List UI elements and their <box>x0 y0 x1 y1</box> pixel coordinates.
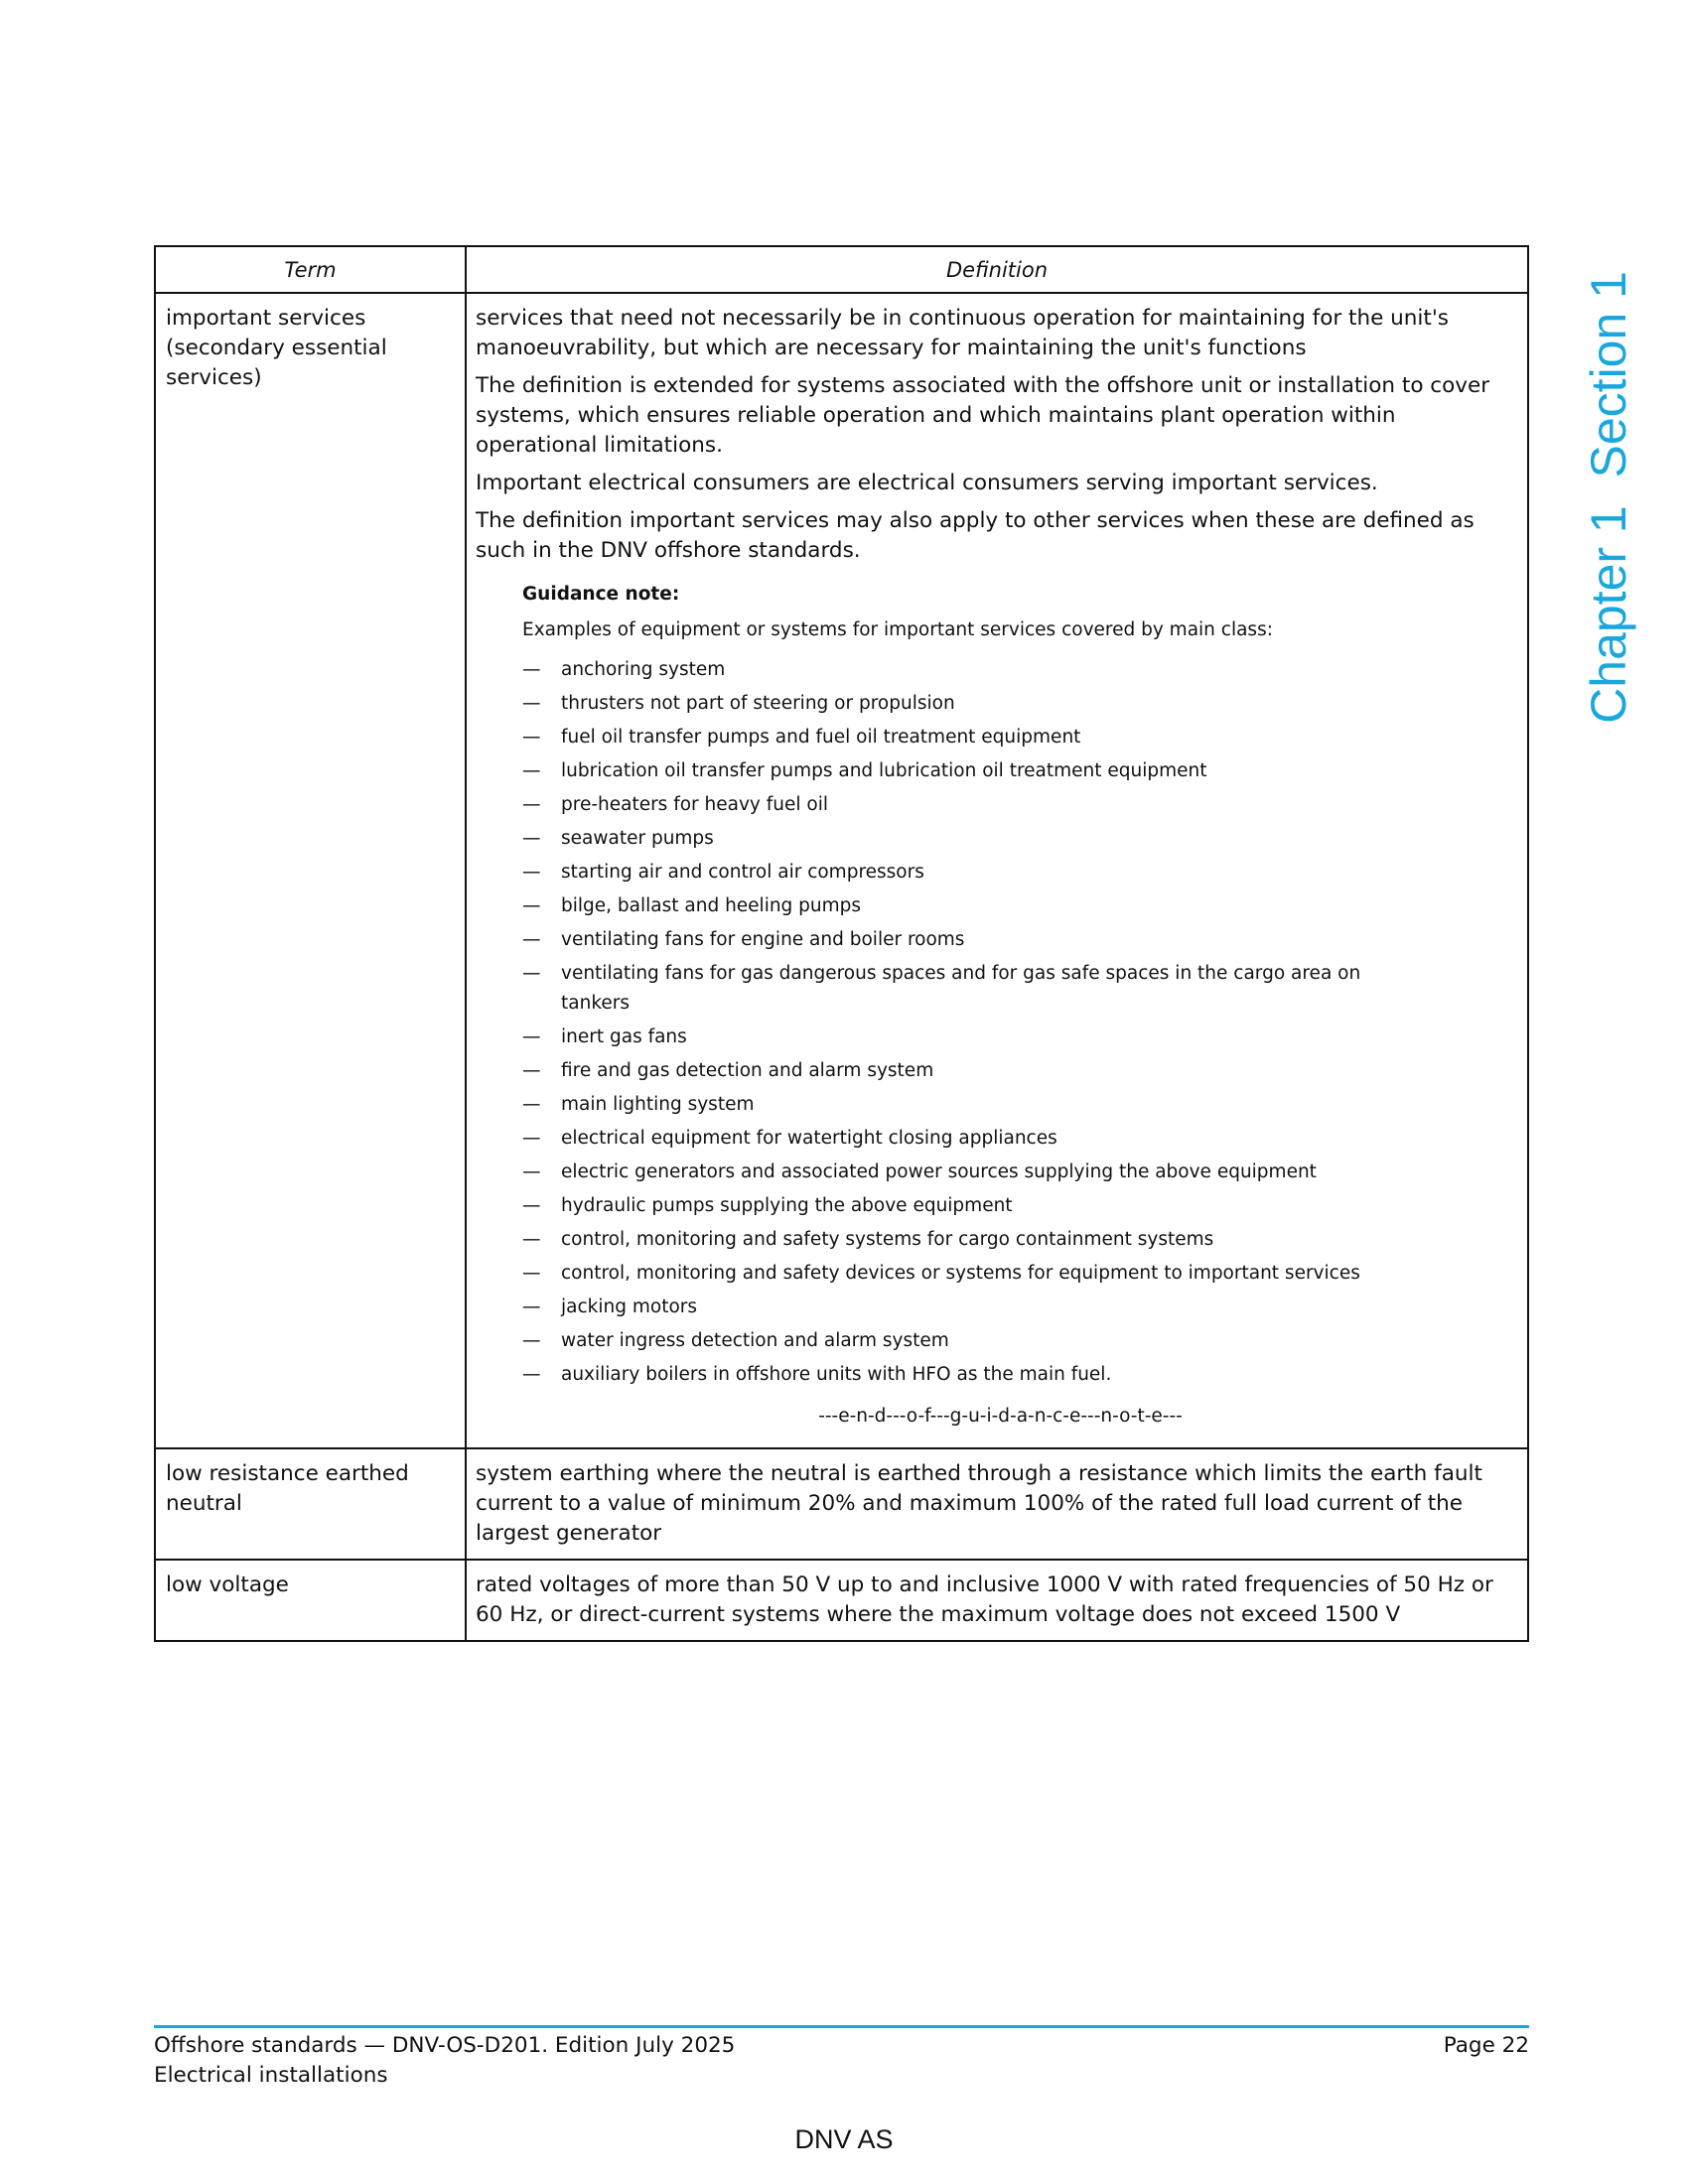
guidance-item-text: pre-heaters for heavy fuel oil <box>561 794 828 815</box>
dash-bullet: — <box>522 659 541 680</box>
guidance-list-item <box>522 1360 1419 1390</box>
definition-cell <box>466 293 1528 1448</box>
dash-bullet: — <box>522 1026 541 1047</box>
guidance-item-text: hydraulic pumps supplying the above equipment <box>561 1195 1013 1216</box>
dash-bullet: — <box>522 760 541 781</box>
footer-organization: DNV AS <box>794 2124 894 2154</box>
dash-bullet: — <box>522 1161 541 1182</box>
dash-bullet: — <box>522 1297 541 1317</box>
guidance-list-item <box>522 1056 1419 1086</box>
dash-bullet: — <box>522 1195 541 1216</box>
guidance-item-text: fuel oil transfer pumps and fuel oil treatment equipment <box>561 727 1081 748</box>
guidance-note-intro: Examples of equipment or systems for important services covered by main class: <box>522 619 1273 640</box>
guidance-list-item <box>522 1124 1419 1154</box>
term-cell: low resistance earthed neutral <box>155 1448 466 1560</box>
guidance-list-item <box>522 790 1419 820</box>
dash-bullet: — <box>522 727 541 748</box>
guidance-list-item <box>522 925 1419 955</box>
definition-paragraph: services that need not necessarily be in continuous operation for maintaining for the unit's manoeuvrability, but which are necessary for maintaining the unit's functions <box>476 306 1449 360</box>
footer-title: Offshore standards — DNV-OS-D201. Edition July 2025 <box>154 2033 736 2058</box>
header-definition: Definition <box>466 246 1528 293</box>
dash-bullet: — <box>522 1229 541 1250</box>
term-cell: low voltage <box>155 1560 466 1641</box>
dash-bullet: — <box>522 794 541 815</box>
guidance-item-text: bilge, ballast and heeling pumps <box>561 895 862 916</box>
footer-subtitle: Electrical installations <box>154 2063 388 2088</box>
guidance-list-item <box>522 655 1419 685</box>
guidance-item-text: electric generators and associated power sources supplying the above equipment <box>561 1161 1317 1182</box>
guidance-note-end: ---e-n-d---o-f---g-u-i-d-a-n-c-e---n-o-t-e--- <box>818 1406 1183 1427</box>
footer-publication <box>154 2031 735 2091</box>
definition-paragraph: Important electrical consumers are electrical consumers serving important services. <box>476 471 1378 495</box>
dash-bullet: — <box>522 1330 541 1351</box>
chapter-section-label: Chapter 1 Section 1 <box>1581 271 1636 724</box>
guidance-item-text: jacking motors <box>561 1297 698 1317</box>
guidance-list-item <box>522 1225 1419 1255</box>
guidance-item-text: control, monitoring and safety systems for cargo containment systems <box>561 1229 1214 1250</box>
guidance-item-text: main lighting system <box>561 1094 755 1115</box>
guidance-item-text: ventilating fans for engine and boiler rooms <box>561 929 965 950</box>
guidance-list-item <box>522 824 1419 854</box>
definition-paragraph: rated voltages of more than 50 V up to and inclusive 1000 V with rated frequencies of 50 Hz or 60 Hz, or direct-current systems where the maximum voltage does not exceed 1500 V <box>476 1572 1493 1627</box>
guidance-list-item <box>522 756 1419 786</box>
guidance-list-item <box>522 1090 1419 1120</box>
definition-cell <box>466 1448 1528 1560</box>
table-row <box>155 1560 1528 1641</box>
guidance-list-item <box>522 959 1419 1019</box>
table-row <box>155 293 1528 1448</box>
definition-paragraph: The definition is extended for systems associated with the offshore unit or installation to cover systems, which ensures reliable operation and which maintains plant operation within operational limitations. <box>476 373 1490 458</box>
definition-cell <box>466 1560 1528 1641</box>
guidance-list-item <box>522 1259 1419 1289</box>
dash-bullet: — <box>522 693 541 714</box>
term-cell: important services (secondary essential services) <box>155 293 466 1448</box>
footer-divider <box>154 2025 1529 2028</box>
guidance-note <box>476 580 1518 1432</box>
guidance-list <box>522 655 1419 1390</box>
guidance-note-title: Guidance note: <box>522 584 680 605</box>
guidance-list-item <box>522 723 1419 752</box>
guidance-item-text: ventilating fans for gas dangerous spaces and for gas safe spaces in the cargo area on tankers <box>561 963 1361 1014</box>
guidance-list-item <box>522 1326 1419 1356</box>
definition-paragraph: The definition important services may also apply to other services when these are defined as such in the DNV offshore standards. <box>476 508 1475 563</box>
table-row <box>155 1448 1528 1560</box>
dash-bullet: — <box>522 828 541 849</box>
guidance-item-text: electrical equipment for watertight closing appliances <box>561 1128 1057 1149</box>
definition-paragraph: system earthing where the neutral is earthed through a resistance which limits the earth fault current to a value of minimum 20% and maximum 100% of the rated full load current of the largest generator <box>476 1461 1482 1546</box>
dash-bullet: — <box>522 862 541 883</box>
page-number: Page 22 <box>1443 2033 1529 2058</box>
guidance-item-text: anchoring system <box>561 659 726 680</box>
guidance-item-text: inert gas fans <box>561 1026 687 1047</box>
table-header-row <box>155 246 1528 293</box>
dash-bullet: — <box>522 1263 541 1284</box>
dash-bullet: — <box>522 1094 541 1115</box>
definitions-table <box>154 245 1529 1642</box>
dash-bullet: — <box>522 929 541 950</box>
guidance-list-item <box>522 1293 1419 1322</box>
guidance-list-item <box>522 858 1419 887</box>
guidance-list-item <box>522 1023 1419 1052</box>
dash-bullet: — <box>522 1128 541 1149</box>
guidance-item-text: thrusters not part of steering or propulsion <box>561 693 955 714</box>
guidance-list-item <box>522 689 1419 719</box>
guidance-item-text: control, monitoring and safety devices or systems for equipment to important services <box>561 1263 1360 1284</box>
guidance-item-text: water ingress detection and alarm system <box>561 1330 949 1351</box>
guidance-item-text: auxiliary boilers in offshore units with HFO as the main fuel. <box>561 1364 1112 1385</box>
dash-bullet: — <box>522 1060 541 1081</box>
guidance-list-item <box>522 1158 1419 1187</box>
guidance-list-item <box>522 891 1419 921</box>
guidance-list-item <box>522 1191 1419 1221</box>
guidance-item-text: fire and gas detection and alarm system <box>561 1060 934 1081</box>
dash-bullet: — <box>522 963 541 984</box>
dash-bullet: — <box>522 895 541 916</box>
guidance-item-text: seawater pumps <box>561 828 714 849</box>
guidance-item-text: lubrication oil transfer pumps and lubrication oil treatment equipment <box>561 760 1207 781</box>
dash-bullet: — <box>522 1364 541 1385</box>
header-term: Term <box>155 246 466 293</box>
guidance-item-text: starting air and control air compressors <box>561 862 924 883</box>
